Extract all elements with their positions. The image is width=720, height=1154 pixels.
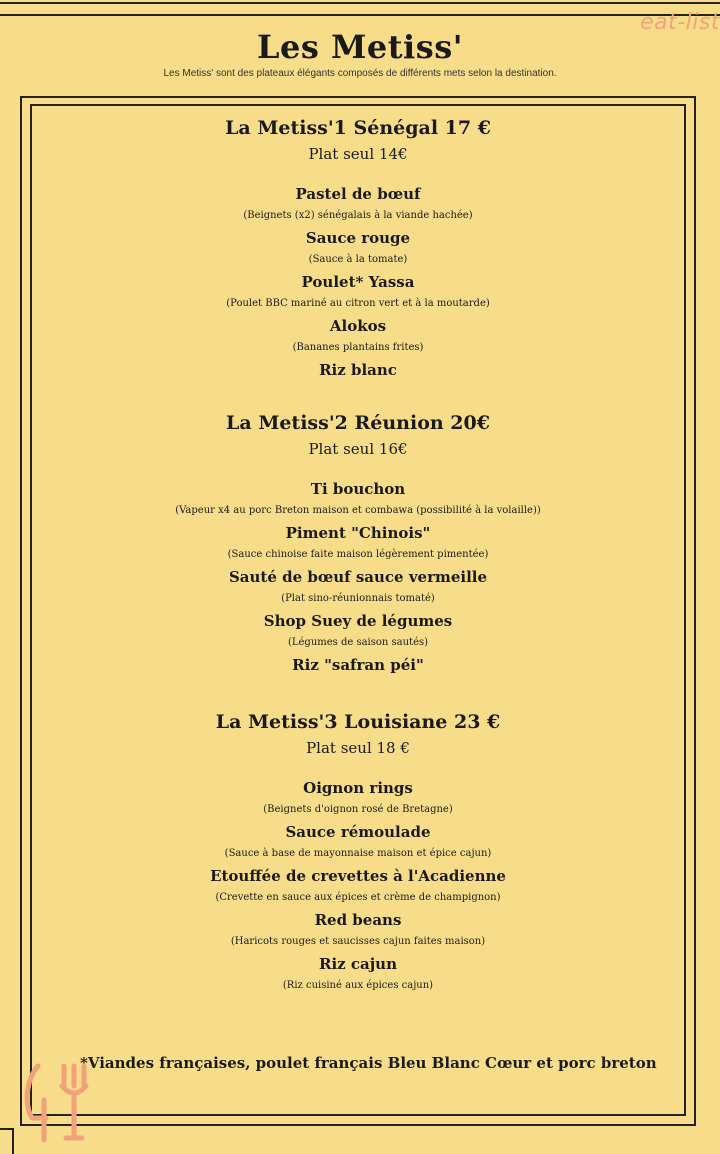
- plat-seul-price: Plat seul 18 €: [306, 739, 410, 757]
- section-title: La Metiss'2 Réunion 20€: [226, 412, 490, 434]
- menu-section-louisiane: [30, 710, 686, 997]
- dish-name: Sauté de bœuf sauce vermeille: [228, 568, 488, 586]
- dish-description: (Sauce à base de mayonnaise maison et épice cajun): [224, 848, 492, 859]
- dish-description: (Légumes de saison sautés): [287, 637, 429, 648]
- dish-name: Riz cajun: [319, 955, 397, 973]
- dish-name: Ti bouchon: [310, 480, 406, 498]
- top-border: [0, 2, 720, 4]
- dish-name: Etouffée de crevettes à l'Acadienne: [210, 867, 506, 885]
- dish-name: Oignon rings: [303, 779, 413, 797]
- dish-name: Poulet* Yassa: [301, 273, 415, 291]
- dish-name: Riz "safran péi": [292, 656, 424, 674]
- dish-description: (Sauce à la tomate): [308, 254, 408, 265]
- menu-content: [30, 116, 686, 997]
- plat-seul-price: Plat seul 16€: [308, 440, 408, 458]
- fork-knife-logo-icon: [18, 1060, 90, 1144]
- dish-name: Piment "Chinois": [285, 524, 431, 542]
- menu-section-senegal: [30, 116, 686, 381]
- section-title: La Metiss'1 Sénégal 17 €: [225, 117, 491, 139]
- page-subtitle: Les Metiss' sont des plateaux élégants composés de différents mets selon la destination.: [163, 68, 557, 79]
- dish-description: (Plat sino-réunionnais tomaté): [281, 593, 435, 604]
- dish-description: (Riz cuisiné aux épices cajun): [282, 980, 434, 991]
- plat-seul-price: Plat seul 14€: [308, 145, 408, 163]
- section-title: La Metiss'3 Louisiane 23 €: [215, 711, 501, 733]
- dish-name: Sauce rémoulade: [285, 823, 431, 841]
- top-border-inner: [0, 14, 720, 16]
- dish-description: (Vapeur x4 au porc Breton maison et combawa (possibilité à la volaille)): [175, 505, 541, 516]
- dish-description: (Sauce chinoise faite maison légèrement pimentée): [227, 549, 489, 560]
- dish-name: Red beans: [314, 911, 402, 929]
- dish-description: (Crevette en sauce aux épices et crème de champignon): [215, 892, 501, 903]
- dish-name: Alokos: [329, 317, 387, 335]
- menu-section-reunion: [30, 411, 686, 676]
- dish-description: (Bananes plantains frites): [292, 342, 424, 353]
- corner-line: [12, 1128, 14, 1154]
- dish-description: (Beignets d'oignon rosé de Bretagne): [263, 804, 453, 815]
- dish-description: (Beignets (x2) sénégalais à la viande hachée): [243, 210, 473, 221]
- dish-description: (Haricots rouges et saucisses cajun faites maison): [230, 936, 486, 947]
- page-title: Les Metiss': [256, 28, 464, 66]
- watermark: eat-list: [640, 10, 720, 35]
- dish-name: Shop Suey de légumes: [263, 612, 453, 630]
- dish-name: Pastel de bœuf: [295, 185, 421, 203]
- dish-name: Sauce rouge: [305, 229, 411, 247]
- footnote: *Viandes françaises, poulet français Bleu Blanc Cœur et porc breton: [80, 1054, 657, 1072]
- dish-description: (Poulet BBC mariné au citron vert et à la moutarde): [226, 298, 490, 309]
- dish-name: Riz blanc: [319, 361, 397, 379]
